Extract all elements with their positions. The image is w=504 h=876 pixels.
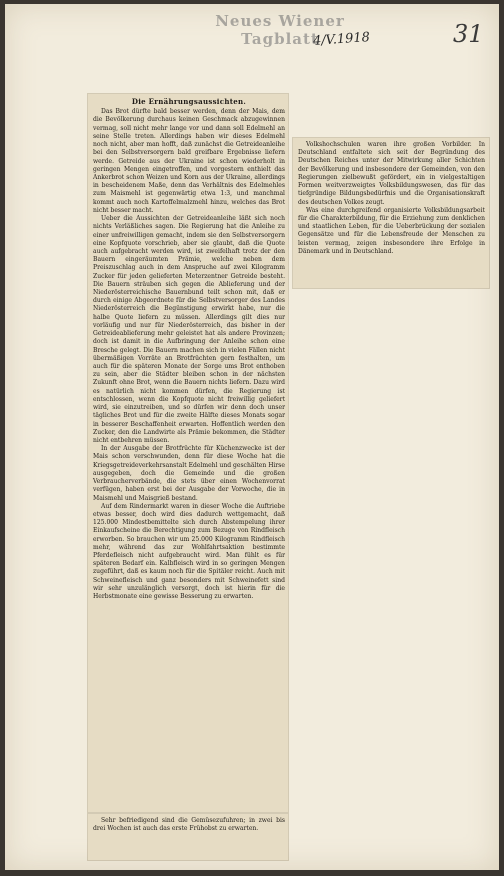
clipping-food-outlook-continuation xyxy=(88,814,288,860)
handwritten-page-number: 31 xyxy=(453,20,484,48)
article-paragraph: In der Ausgabe der Brotfrüchte für Küchenzwecke ist der Mais schon verschwunden, denn für diese Woche hat die Kriegsgetreideverkehrsanstalt Edelmehl und geschälten Hirse ausgegeben, doch die Gemeinde und die großen Verbraucherverbände, die stets über einen Wochenvorrat verfügen, haben erst bei der Ausgabe der Vorwoche, die in Maismehl und Maisgrieß bestand. xyxy=(93,445,285,502)
article-paragraph: Was eine durchgreifend organisierte Volksbildungsarbeit für die Charakterbildung, für die Erziehung zum denklichen und staatlichen Leben, für die Ueberbrückung der sozialen Gegensätze und für die Lebensfreude der Menschen zu leisten vermag, zeigen insbesondere ihre Erfolge in Dänemark und in Deutschland. xyxy=(298,206,485,255)
article-paragraph: Volkshochschulen waren ihre großen Vorbilder. In Deutschland entfaltete sich seit der Begründung des Deutschen Reiches unter der Mitwirkung aller Schichten der Bevölkerung und insbesondere der Gemeinden, von den Regierungen zielbewußt gefördert, ein in vielgestaltigen Formen weitverzweigtes Volksbildungswesen, das für das tiefgründige Bildungsbedürfnis und die Organisationskraft des deutschen Volkes zeugt. xyxy=(298,141,485,206)
article-paragraph: Auf dem Rindermarkt waren in dieser Woche die Auftriebe etwas besser, doch wird dies dadurch wettgemacht, daß 125.000 Mindestbemittelte sich durch Abstempelung ihrer Einkaufscheine die Berechtigung zum Bezuge von Rindfleisch erworben. So brauchen wir um 25.000 Kilogramm Rindfleisch mehr, während das zur Wohlfahrtsaktion bestimmte Pferdefleisch nicht aufgebraucht wird. Man fühlt es für späteren Bedarf ein. Kalbfleisch wird in so geringen Mengen zugeführt, daß es kaum noch für die Spitäler reicht. Auch mit Schweinefleisch und ganz besonders mit Schweinefett sind wir sehr unzulänglich versorgt, doch ist hierin für die Herbstmonate eine gewisse Besserung zu erwarten. xyxy=(93,502,285,601)
handwritten-date: 4/V.1918 xyxy=(312,30,371,49)
article-paragraph: Das Brot dürfte bald besser werden, denn der Mais, dem die Bevölkerung durchaus keinen Geschmack abzugewinnen vermag, soll nicht mehr lange vor und dann soll Edelmehl an seine Stelle treten. Allerdings haben wir dieses Edelmehl noch nicht, aber man hofft, daß zunächst die Getreideanleihe bei den Selbstversorgern bald greifbare Ergebnisse liefern werde. Getreide aus der Ukraine ist schon wiederholt in geringen Mengen eingetroffen, und vorgestern enthielt das Ankerbrot schon Weizen und Korn aus der Ukraine, allerdings in bescheidenem Maße, denn das Verhältnis des Edelmehles zum Maismehl ist gegenwärtig etwa 1:3, und manchmal kommt auch noch Kartoffelmalzmehl hinzu, welches das Brot nicht besser macht. xyxy=(93,108,285,214)
article-paragraph: Ueber die Aussichten der Getreideanleihe läßt sich noch nichts Verläßliches sagen. Die Regierung hat die Anleihe zu einer unfreiwilligen gemacht, indem sie den Selbstversorgern eine Kopfquote vorschrieb, aber sie glaubt, daß die Quote auch aufgebracht werden wird, ist zweifelhaft trotz der den Bauern eingeräumten Prämie, welche neben dem Preiszuschlag auch in dem Anspruche auf zwei Kilogramm Zucker für jeden gelieferten Meterzentner Getreide besteht. Die Bauern sträuben sich gegen die Ablieferung und der Niederösterreichische Bauernbund teilt schon mit, daß er durch einige Abgeordnete für die Selbstversorger des Landes Niederösterreich die Begünstigung erwirkt habe, nur die halbe Quote liefern zu müssen. Allerdings gilt dies nur vorläufig und nur für Niederösterreich, das bisher in der Getreideablieferung mehr geleistet hat als andere Provinzen; doch ist damit in die Aufbringung der Anleihe schon eine Bresche gelegt. Die Bauern machen sich in vielen Fällen nicht übermäßigen Vorräte an Brotfrüchten gern festhalten, um auch für die späteren Monate der Sorge ums Brot enthoben zu sein, aber die Städter bleiben schon in der nächsten Zukunft ohne Brot, wenn die Bauern nichts liefern. Dazu wird es natürlich nicht kommen dürfen, die Regierung ist entschlossen, wenn die Kopfquote nicht freiwillig geliefert wird, sie einzutreiben, und so dürfen wir denn doch unser tägliches Brot und für die zweite Hälfte dieses Monats sogar in besserer Beschaffenheit erwarten. Hoffentlich werden den Zucker, den die Landwirte als Prämie bekommen, die Städter nicht entbehren müssen. xyxy=(93,215,285,444)
clipping-food-outlook xyxy=(88,94,288,812)
article-paragraph: Sehr befriedigend sind die Gemüsezufuhren; in zwei bis drei Wochen ist auch das erste Frühobst zu erwarten. xyxy=(93,817,285,833)
article-headline: Die Ernährungsaussichten. xyxy=(131,97,247,106)
newspaper-masthead-stamp: Neues Wiener Tagblatt xyxy=(215,12,345,48)
clipping-adult-education xyxy=(293,138,489,288)
